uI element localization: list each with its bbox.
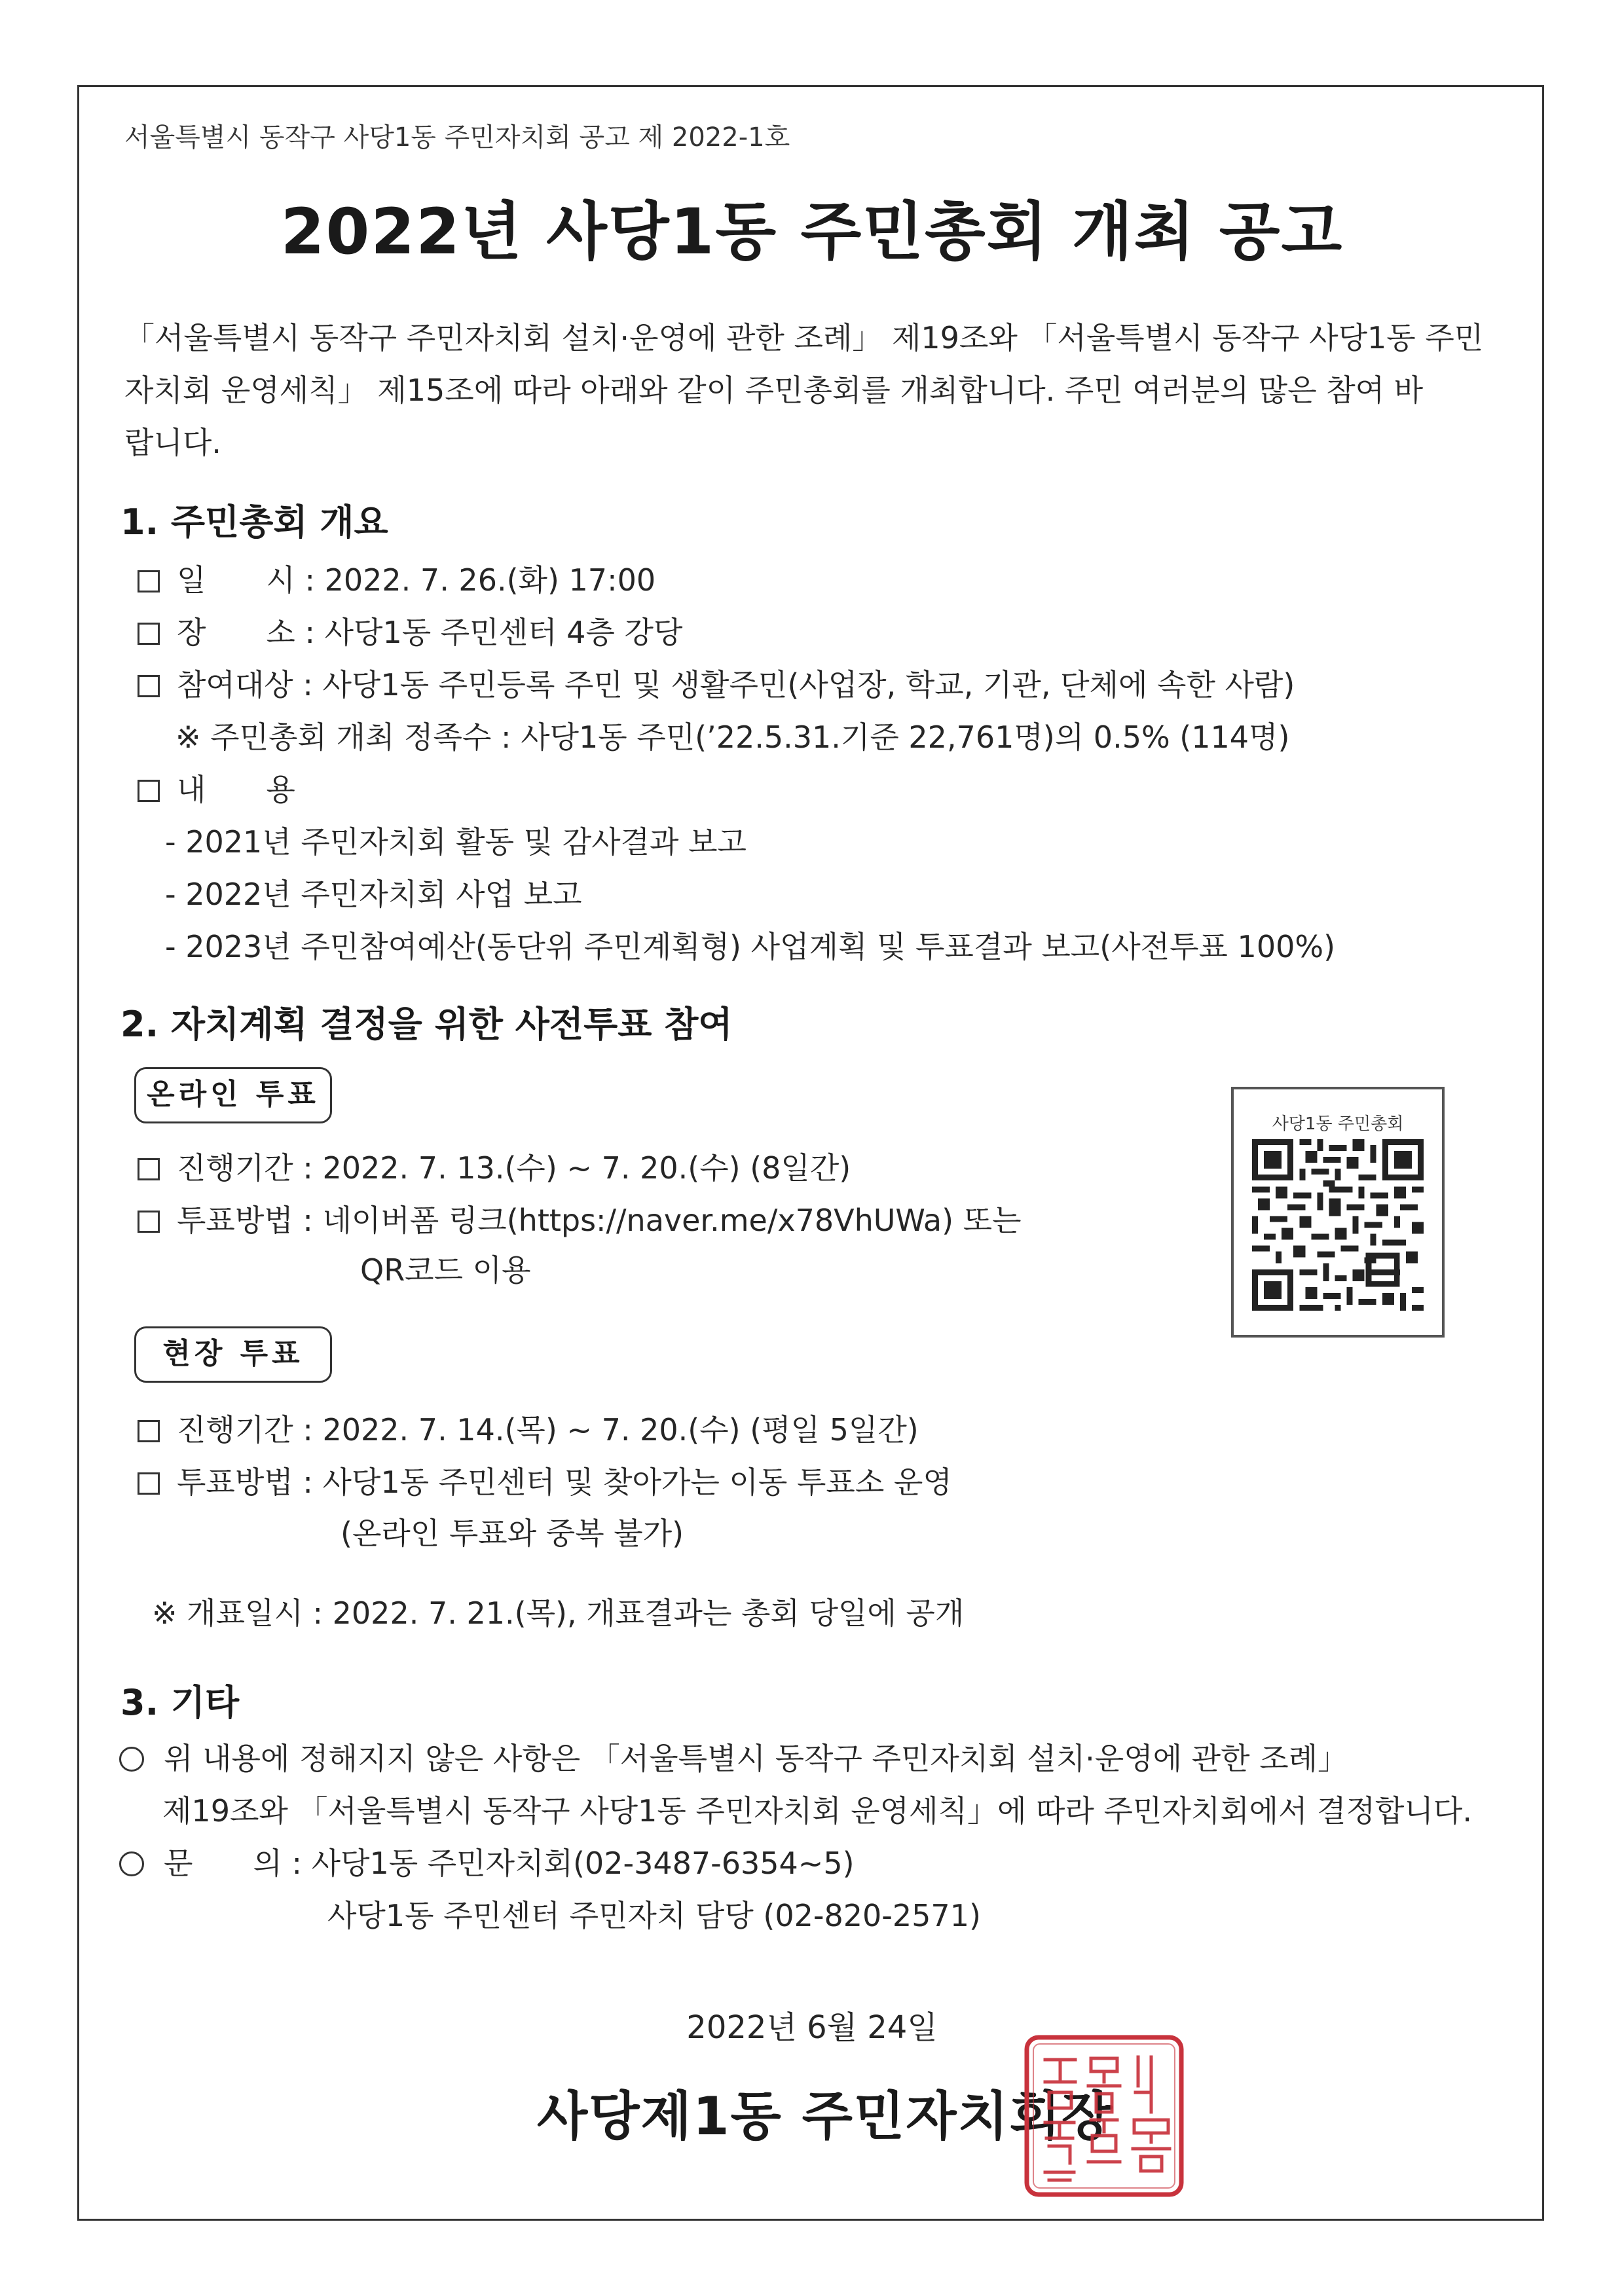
- circle-bullet-icon: [119, 1851, 144, 1876]
- intro-line-2: 자치회 운영세칙」 제15조에 따라 아래와 같이 주민총회를 개최합니다. 주민 여러분의 많은 참여 바: [124, 373, 1424, 408]
- other-note: [119, 1735, 1348, 1778]
- content-item-1: - 2021년 주민자치회 활동 및 감사결과 보고: [165, 824, 747, 860]
- checkbox-icon: [138, 1158, 160, 1180]
- checkbox-icon: [138, 623, 160, 645]
- datetime-text: 일 시 : 2022. 7. 26.(화) 17:00: [177, 562, 656, 598]
- qr-label: 사당1동 주민총회: [1272, 1114, 1404, 1134]
- content-item-3: - 2023년 주민참여예산(동단위 주민계획형) 사업계획 및 투표결과 보고(사전투표 100%): [165, 929, 1336, 964]
- section1-heading: 1. 주민총회 개요: [120, 501, 388, 543]
- other-line-2: 제19조와 「서울특별시 동작구 사당1동 주민자치회 운영세칙」에 따라 주민자치회에서 결정합니다.: [162, 1793, 1472, 1829]
- online-method-text: 투표방법 : 네이버폼 링크(https://naver.me/x78VhUWa) 또는: [177, 1203, 1022, 1238]
- checkbox-icon: [138, 1420, 160, 1442]
- intro-line-1: 「서울특별시 동작구 주민자치회 설치·운영에 관한 조례」 제19조와 「서울특별시 동작구 사당1동 주민: [124, 320, 1484, 355]
- online-method: [138, 1197, 1022, 1240]
- onsite-period-text: 진행기간 : 2022. 7. 14.(목) ~ 7. 20.(수) (평일 5일간): [177, 1412, 919, 1448]
- inquiry-line-2: 사당1동 주민센터 주민자치 담당 (02-820-2571): [327, 1898, 981, 1933]
- overview-place: [138, 609, 682, 652]
- onsite-method-cont: (온라인 투표와 중복 불가): [341, 1516, 684, 1551]
- issue-date: 2022년 6월 24일: [686, 2009, 938, 2046]
- online-vote-tag: 온라인 투표: [134, 1067, 332, 1123]
- quorum-note: ※ 주민총회 개최 정족수 : 사당1동 주민(’22.5.31.기준 22,761명)의 0.5% (114명): [175, 720, 1290, 755]
- overview-content: [138, 766, 295, 809]
- page-title: 2022년 사당1동 주민총회 개최 공고: [280, 195, 1344, 268]
- place-text: 장 소 : 사당1동 주민센터 4층 강당: [177, 615, 683, 650]
- official-seal-icon: [1023, 2033, 1185, 2198]
- inquiry: [119, 1840, 855, 1883]
- checkbox-icon: [138, 1211, 160, 1233]
- counting-note: ※ 개표일시 : 2022. 7. 21.(목), 개표결과는 총회 당일에 공개: [152, 1595, 965, 1631]
- checkbox-icon: [138, 570, 160, 592]
- checkbox-icon: [138, 780, 160, 802]
- checkbox-icon: [138, 675, 160, 697]
- circle-bullet-icon: [119, 1747, 144, 1772]
- checkbox-icon: [138, 1472, 160, 1495]
- participants-text: 참여대상 : 사당1동 주민등록 주민 및 생활주민(사업장, 학교, 기관, 단체에 속한 사람): [177, 667, 1295, 702]
- content-label: 내 용: [177, 772, 295, 807]
- online-period: [138, 1144, 851, 1188]
- other-line-1: 위 내용에 정해지지 않은 사항은 「서울특별시 동작구 주민자치회 설치·운영에 관한 조례」: [164, 1741, 1348, 1776]
- overview-datetime: [138, 556, 655, 600]
- onsite-vote-tag: 현장 투표: [134, 1326, 332, 1383]
- onsite-method: [138, 1459, 952, 1502]
- content-item-2: - 2022년 주민자치회 사업 보고: [165, 877, 582, 912]
- section3-heading: 3. 기타: [120, 1682, 240, 1723]
- section2-heading: 2. 자치계획 결정을 위한 사전투표 참여: [120, 1004, 733, 1045]
- onsite-method-text: 투표방법 : 사당1동 주민센터 및 찾아가는 이동 투표소 운영: [177, 1465, 952, 1500]
- onsite-period: [138, 1406, 919, 1449]
- intro-line-3: 랍니다.: [124, 425, 221, 460]
- inquiry-line-1: 문 의 : 사당1동 주민자치회(02-3487-6354~5): [164, 1846, 855, 1881]
- qr-code-card[interactable]: [1231, 1087, 1445, 1338]
- overview-participants: [138, 661, 1295, 704]
- online-method-cont: QR코드 이용: [360, 1252, 531, 1288]
- qr-code-icon[interactable]: [1252, 1139, 1424, 1311]
- signer-name: 사당제1동 주민자치회장: [537, 2086, 1114, 2147]
- online-period-text: 진행기간 : 2022. 7. 13.(수) ~ 7. 20.(수) (8일간): [177, 1150, 851, 1186]
- notice-number: 서울특별시 동작구 사당1동 주민자치회 공고 제 2022-1호: [124, 122, 790, 153]
